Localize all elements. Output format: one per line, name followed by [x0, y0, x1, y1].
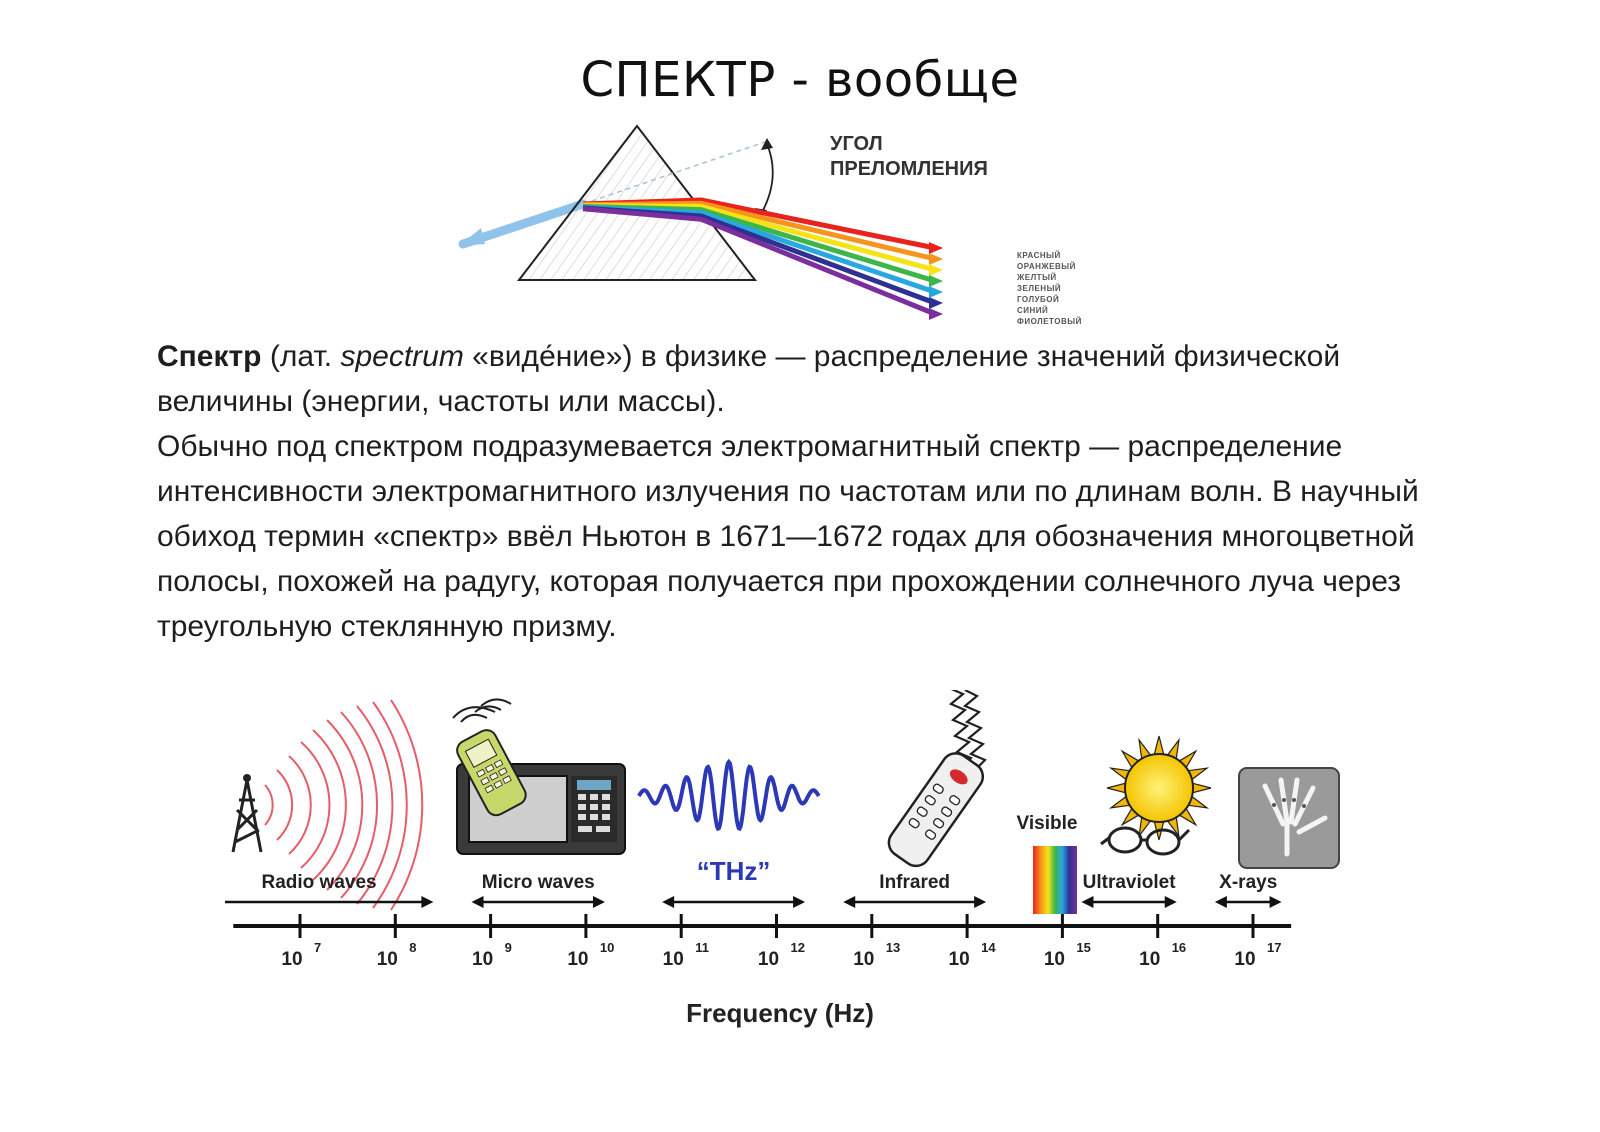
sun-ray [1193, 783, 1211, 792]
sun-ray [1154, 736, 1163, 754]
band-arrowhead-left-6 [1215, 896, 1227, 908]
band-arrowhead-right-5 [1165, 896, 1177, 908]
tick-label-10: 10 [567, 949, 589, 970]
definition-paragraph-2: Обычно под спектром подразумевается электромагнитный спектр — распределение интенсивности электромагнитного излучения по частотам или по длинам волн. В научный обиход термин «спектр» ввёл Ньютон в 1671—1672 годах для обозначения многоцветной полосы, похожей на радугу, которая получается при прохождении солнечного луча через треугольную стеклянную призму. [157, 430, 1419, 643]
tick-exponent-17: 17 [1267, 940, 1282, 955]
definition-paragraph-1 [157, 334, 1447, 424]
tick-exponent-12: 12 [790, 940, 805, 955]
tick-exponent-16: 16 [1171, 940, 1187, 955]
tick-exponent-13: 13 [885, 940, 901, 955]
em-spectrum-diagram [225, 690, 1355, 1050]
band-label-1: Radio waves [261, 872, 377, 893]
band-arrowhead-left-3 [662, 896, 674, 908]
xray-hand-icon [1239, 768, 1339, 868]
thz-wave-icon [639, 762, 819, 829]
frequency-ticks [281, 914, 1281, 970]
color-name-list [1016, 251, 1082, 326]
definition-term: Спектр [157, 340, 262, 373]
tick-label-16: 10 [1139, 949, 1161, 970]
remote-control-icon [883, 690, 988, 871]
definition-p1-open: (лат. [261, 340, 341, 373]
ray-arrowhead-5 [929, 286, 943, 298]
tick-label-12: 10 [757, 949, 780, 970]
tick-exponent-15: 15 [1076, 940, 1091, 955]
tick-exponent-9: 9 [504, 940, 512, 955]
band-arrowhead-right-2 [593, 896, 605, 908]
tick-exponent-14: 14 [981, 940, 996, 955]
color-name-6: СИНИЙ [1017, 306, 1049, 315]
tick-label-7: 10 [281, 949, 303, 970]
band-label-2: Micro waves [481, 872, 595, 893]
sun-icon [1107, 736, 1211, 840]
visible-label: Visible [1016, 813, 1078, 834]
color-name-1: КРАСНЫЙ [1017, 251, 1061, 260]
refraction-angle-arc [761, 144, 773, 214]
band-arrowhead-right-4 [974, 896, 986, 908]
band-label-3: “THz” [696, 856, 771, 886]
tick-label-11: 10 [662, 949, 684, 970]
tick-label-17: 10 [1234, 949, 1256, 970]
band-label-6: X-rays [1219, 872, 1278, 893]
tick-label-9: 10 [472, 949, 494, 970]
tick-label-14: 10 [948, 949, 970, 970]
band-arrowhead-right-6 [1270, 896, 1282, 908]
visible-spectrum-bar [1033, 846, 1077, 914]
tick-exponent-8: 8 [409, 940, 417, 955]
arc-arrowhead-top [761, 138, 773, 150]
band-ranges [225, 856, 1282, 908]
band-arrowhead-right-1 [421, 896, 433, 908]
ray-arrowhead-1 [929, 242, 943, 254]
color-name-3: ЖЕЛТЫЙ [1017, 273, 1057, 282]
tick-exponent-11: 11 [695, 940, 709, 955]
ray-arrowhead-7 [929, 308, 943, 320]
color-name-2: ОРАНЖЕВЫЙ [1017, 262, 1076, 271]
tick-label-15: 10 [1043, 949, 1065, 970]
prism-diagram [455, 118, 1115, 330]
sun-ray [1107, 783, 1125, 792]
latin-word: spectrum [340, 340, 464, 373]
tick-label-8: 10 [376, 949, 398, 970]
color-name-7: ФИОЛЕТОВЫЙ [1017, 317, 1082, 326]
ray-arrowhead-4 [929, 275, 943, 287]
band-arrowhead-left-5 [1081, 896, 1093, 908]
band-arrowhead-left-4 [843, 896, 855, 908]
definition-text [157, 334, 1447, 649]
angle-label-line1: УГОЛ [830, 133, 883, 155]
tick-exponent-10: 10 [599, 940, 615, 955]
angle-label-line2: ПРЕЛОМЛЕНИЯ [830, 158, 988, 180]
color-name-4: ЗЕЛЕНЫЙ [1017, 284, 1062, 293]
band-label-5: Ultraviolet [1082, 872, 1176, 893]
definition-p1-rest: «виде́ние») в физике — распределение значений физической величины (энергии, частоты или массы). [157, 340, 1341, 418]
ray-arrowhead-6 [929, 297, 943, 309]
ray-arrowhead-2 [929, 253, 943, 265]
tick-label-13: 10 [853, 949, 875, 970]
slide-title: СПЕКТР - вообще [580, 52, 1020, 108]
frequency-axis-label: Frequency (Hz) [686, 998, 874, 1028]
ray-arrowhead-3 [929, 264, 943, 276]
band-label-4: Infrared [879, 872, 951, 893]
band-arrowhead-right-3 [793, 896, 805, 908]
band-arrowhead-left-2 [472, 896, 484, 908]
color-name-5: ГОЛУБОЙ [1017, 295, 1060, 304]
tick-exponent-7: 7 [314, 940, 322, 955]
